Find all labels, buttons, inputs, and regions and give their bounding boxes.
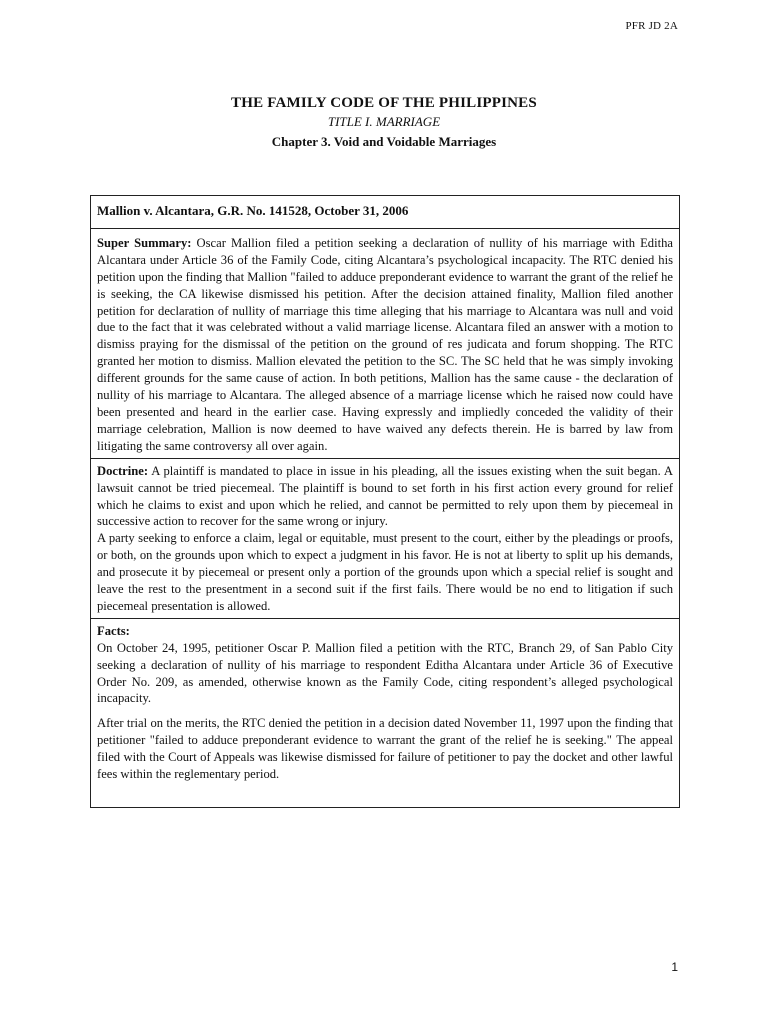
facts-section — [91, 619, 679, 807]
super-summary-label: Super Summary: — [97, 235, 192, 250]
document-header-code: PFR JD 2A — [625, 20, 678, 32]
super-summary-paragraph — [97, 235, 673, 455]
doctrine-text-1: A plaintiff is mandated to place in issue in his pleading, all the issues existing when the suit began. A lawsuit cannot be tried piecemeal. The plaintiff is bound to set forth in his first action every ground for relief which he claims to exist and upon which he relied, and cannot be permitted to rely upon them by piecemeal in successive action to recover for the same wrong or injury. — [97, 463, 673, 529]
case-digest-table — [90, 195, 680, 808]
doctrine-label: Doctrine: — [97, 463, 149, 478]
page-number: 1 — [671, 960, 678, 974]
document-title: THE FAMILY CODE OF THE PHILIPPINES — [231, 95, 537, 111]
document-chapter: Chapter 3. Void and Voidable Marriages — [271, 134, 497, 149]
facts-paragraph-2: After trial on the merits, the RTC denied the petition in a decision dated November 11, 1997 upon the finding that petitioner "failed to adduce preponderant evidence to warrant the grant of the relief he is seeking." The appeal filed with the Court of Appeals was likewise dismissed for failure of petitioner to pay the docket and other lawful fees within the reglementary period. — [97, 716, 673, 782]
document-subtitle: TITLE I. MARRIAGE — [327, 114, 441, 129]
case-title: Mallion v. Alcantara, G.R. No. 141528, October 31, 2006 — [91, 196, 679, 229]
super-summary-section — [91, 229, 679, 459]
facts-paragraph-1: On October 24, 1995, petitioner Oscar P. Mallion filed a petition with the RTC, Branch 29, of San Pablo City seeking a declaration of nullity of his marriage to respondent Editha Alcantara under Article 36 of Executive Order No. 209, as amended, otherwise known as the Family Code, citing respondent’s alleged psychological incapacity. — [97, 640, 673, 706]
doctrine-section — [91, 459, 679, 619]
doctrine-paragraph-2: A party seeking to enforce a claim, legal or equitable, must present to the court, either by the pleadings or proofs, or both, on the grounds upon which to expect a judgment in his favor. He is not at liberty to split up his demands, and prosecute it by piecemeal or present only a portion of the grounds upon which a special relief is sought and leave the rest to the presentment in a second suit if the first fails. There would be no end to litigation if such piecemeal presentation is allowed. — [97, 531, 673, 613]
facts-label: Facts: — [97, 623, 130, 638]
super-summary-text: Oscar Mallion filed a petition seeking a declaration of nullity of his marriage with Editha Alcantara under Article 36 of the Family Code, citing Alcantara’s psychological incapacity. The RTC denied his petition upon the finding that Mallion "failed to adduce preponderant evidence to warrant the grant of the relief he is seeking, the CA likewise dismissed his petition. After the decision attained finality, Mallion filed another petition for declaration of nullity of marriage this time alleging that his marriage to Alcantara was null and void due to the fact that it was celebrated without a valid marriage license. Alcantara filed an answer with a motion to dismiss praying for the dismissal of the petition on the ground of res judicata and forum shopping. The RTC granted her motion to dismiss. Mallion elevated the petition to the SC. The SC held that he was simply invoking different grounds for the same cause of action. In both petitions, Mallion has the same cause - the declaration of nullity of his marriage to Alcantara. The alleged absence of a marriage license which he raised now could have been presented and heard in the earlier case. Having expressly and impliedly conceded the validity of their marriage celebration, Mallion is now deemed to have waived any defects therein. He is barred by law from litigating the same controversy all over again. — [97, 235, 673, 453]
document-titles — [0, 94, 768, 150]
doctrine-paragraph-1 — [97, 463, 673, 531]
